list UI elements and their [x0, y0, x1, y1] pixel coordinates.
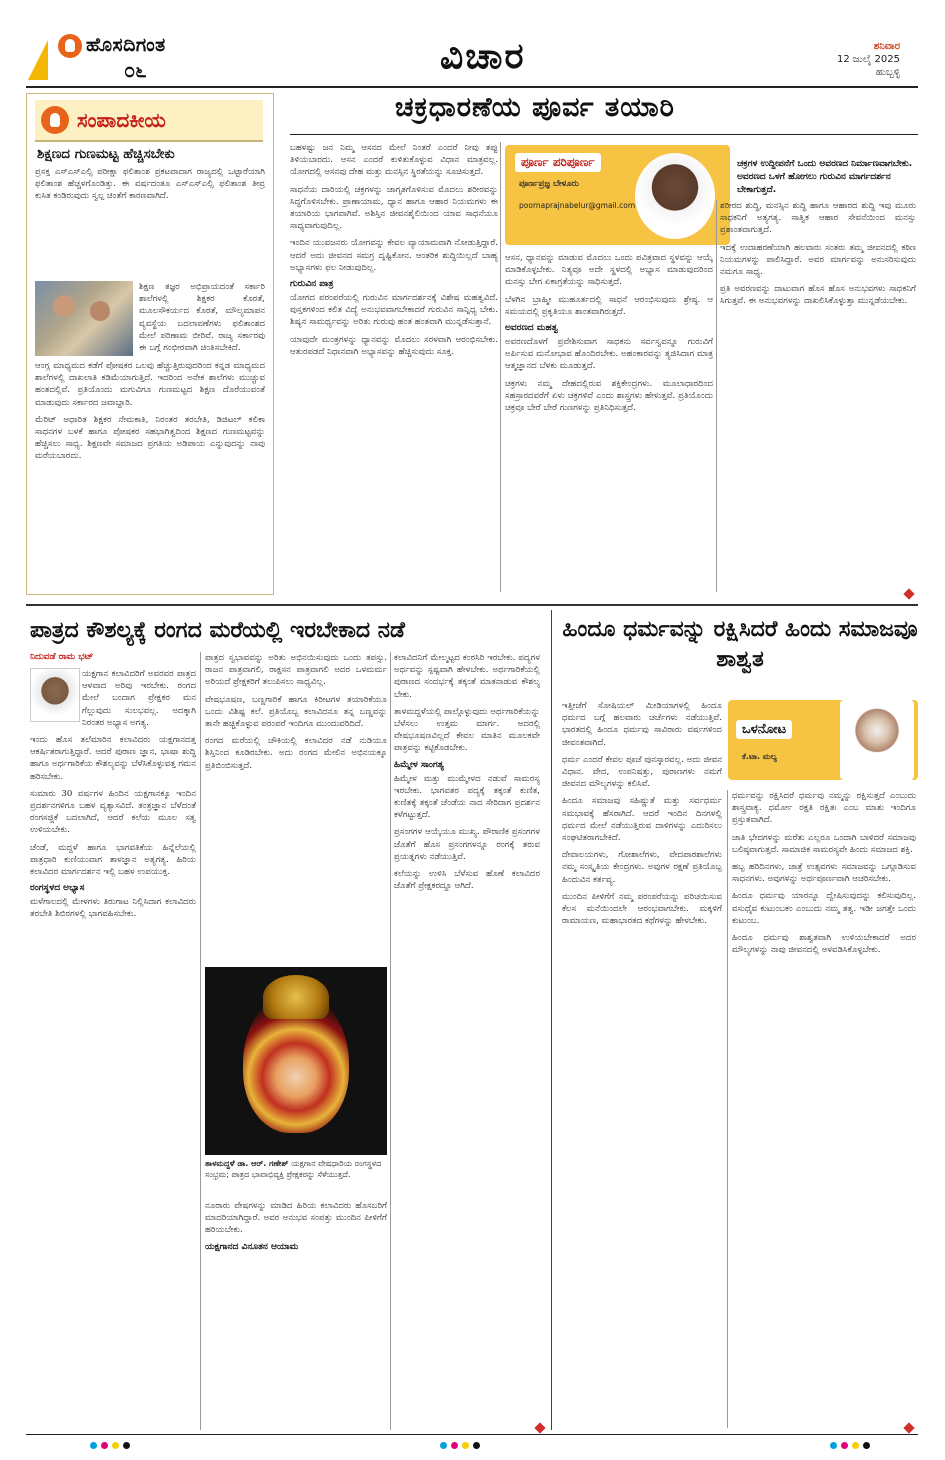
- feature-paragraph: ಆಸನ, ಧ್ಯಾನವನ್ನು ಮಾಡುವ ಮೊದಲು ಒಂದು ಪವಿತ್ರವಾದ ಸ್ಥಳವನ್ನು ಆಯ್ಕೆ ಮಾಡಿಕೊಳ್ಳಬೇಕು. ನಿತ್ಯವೂ ಅದೇ ಸ್ಥಳದಲ್ಲಿ ಅಭ್ಯಾಸ ಮಾಡುವುದರಿಂದ ಮನಸ್ಸು ಬೇಗ ಏಕಾಗ್ರತೆಯನ್ನು ಸಾಧಿಸುತ್ತದೆ.: [505, 253, 713, 288]
- masthead-brand: [28, 32, 218, 84]
- registration-dot: [112, 1442, 119, 1449]
- feature-column-2: [505, 252, 713, 594]
- hindu-paragraph: ಮುಂದಿನ ಪೀಳಿಗೆಗೆ ನಮ್ಮ ಪರಂಪರೆಯನ್ನು ಪರಿಚಯಿಸುವ ಕೆಲಸ ಮನೆಯಿಂದಲೇ ಆರಂಭವಾಗಬೇಕು. ಮಕ್ಕಳಿಗೆ ರಾಮಾಯಣ, ಮಹಾಭಾರತದ ಕಥೆಗಳನ್ನು ಹೇಳಬೇಕು.: [562, 891, 722, 927]
- date-day: ಶನಿವಾರ: [873, 41, 900, 52]
- feature-paragraph: ಸಾಧನೆಯ ದಾರಿಯಲ್ಲಿ ಚಕ್ರಗಳನ್ನು ಜಾಗೃತಗೊಳಿಸುವ ಮೊದಲು ಶರೀರವನ್ನು ಸಿದ್ಧಗೊಳಿಸಬೇಕು. ಪ್ರಾಣಾಯಾಮ, ಧ್ಯಾನ ಹಾಗೂ ಆಹಾರ ನಿಯಮಗಳು ಈ ತಯಾರಿಯ ಭಾಗವಾಗಿವೆ. ಅಶಿಸ್ತಿನ ಜೀವನಶೈಲಿಯಿಂದ ಯಾವ ಸಾಧನೆಯೂ ಸಾಧ್ಯವಾಗುವುದಿಲ್ಲ.: [290, 184, 498, 232]
- yakshagana-subhead: ಹಿಮ್ಮೇಳ ಸಾಂಗತ್ಯ: [394, 759, 444, 770]
- registration-marks-left: [90, 1442, 130, 1449]
- yakshagana-paragraph: ಯಕ್ಷಗಾನ ಕಲಾವಿದರಿಗೆ ಅವರವರ ಪಾತ್ರದ ಆಳವಾದ ಅರಿವು ಇರಬೇಕು. ರಂಗದ ಮೇಲೆ ಬಂದಾಗ ಪ್ರೇಕ್ಷಕರ ಮನ ಗೆಲ್ಲುವುದು ಸುಲಭವಲ್ಲ. ಅದಕ್ಕಾಗಿ ನಿರಂತರ ಅಭ್ಯಾಸ ಅಗತ್ಯ.: [82, 669, 196, 728]
- feature-paragraph: ಇಂದಿನ ಯುವಜನರು ಯೋಗವನ್ನು ಕೇವಲ ವ್ಯಾಯಾಮವಾಗಿ ನೋಡುತ್ತಿದ್ದಾರೆ. ಆದರೆ ಅದು ಜೀವನದ ಸಮಗ್ರ ದೃಷ್ಟಿಕೋನ. ಆಂತರಿಕ ಶುದ್ಧಿಯಿಲ್ಲದೆ ಬಾಹ್ಯ ಅಭ್ಯಾಸಗಳು ಫಲ ನೀಡುವುದಿಲ್ಲ.: [290, 238, 498, 273]
- registration-dot: [852, 1442, 859, 1449]
- registration-dot: [462, 1442, 469, 1449]
- feature-headline-rule: [290, 134, 918, 135]
- column-label: ಪೂರ್ಣ ಪರಿಪೂರ್ಣ: [515, 153, 601, 172]
- editorial-logo-icon: [41, 106, 69, 134]
- author-name: ಕೆ.ಟಾ. ಮಲ್ಯ: [742, 752, 777, 761]
- feature-subhead: ಅವರಣದ ಮಹತ್ವ: [505, 323, 558, 334]
- column-label: ಒಳನೋಟ: [736, 720, 792, 739]
- yakshagana-byline: ನಿದುವಡೆ ರಾಮ ಭಟ್: [30, 652, 94, 662]
- feature-paragraph: ಪ್ರತಿ ಅವರಣವನ್ನು ದಾಟುವಾಗ ಹೊಸ ಹೊಸ ಅನುಭವಗಳು ಸಾಧಕನಿಗೆ ಸಿಗುತ್ತವೆ. ಈ ಅನುಭವಗಳನ್ನು ದಾಖಲಿಸಿಕೊಳ್ಳುತ್ತಾ ಮುನ್ನಡೆಯಬೇಕು.: [720, 284, 916, 307]
- feature-paragraph: ಯೋಗದ ಪರಂಪರೆಯಲ್ಲಿ ಗುರುವಿನ ಮಾರ್ಗದರ್ಶನಕ್ಕೆ ವಿಶೇಷ ಮಹತ್ವವಿದೆ. ಪುಸ್ತಕಗಳಿಂದ ಕಲಿತ ವಿದ್ಯೆ ಅನುಭವವಾಗಬೇಕಾದರೆ ಗುರುವಿನ ಸಾನ್ನಿಧ್ಯ ಬೇಕು. ಶಿಷ್ಯನ ಸಾಮರ್ಥ್ಯವನ್ನು ಅರಿತು ಗುರುವು ಹಂತ ಹಂತವಾಗಿ ಮುನ್ನಡೆಸುತ್ತಾನೆ.: [290, 293, 498, 328]
- hindu-paragraph: ಇತ್ತೀಚೆಗೆ ಸೋಷಿಯಲ್ ಮೀಡಿಯಾಗಳಲ್ಲಿ ಹಿಂದೂ ಧರ್ಮದ ಬಗ್ಗೆ ಹಲವಾರು ಚರ್ಚೆಗಳು ನಡೆಯುತ್ತಿವೆ. ಭಾರತದಲ್ಲಿ ಹಿಂದೂ ಧರ್ಮವು ಸಾವಿರಾರು ವರ್ಷಗಳಿಂದ ಜೀವಂತವಾಗಿದೆ.: [562, 701, 722, 748]
- feature-paragraph: ಶರೀರದ ಶುದ್ಧಿ, ಮನಸ್ಸಿನ ಶುದ್ಧಿ ಹಾಗೂ ಆಹಾರದ ಶುದ್ಧಿ ಇವು ಮೂರು ಸಾಧಕನಿಗೆ ಅತ್ಯಗತ್ಯ. ಸಾತ್ವಿಕ ಆಹಾರ ಸೇವನೆಯಿಂದ ಮನಸ್ಸು ಪ್ರಶಾಂತವಾಗುತ್ತದೆ.: [720, 201, 916, 236]
- column-divider: [500, 142, 501, 592]
- column-divider: [716, 200, 717, 592]
- editorial-paragraph: ಶಿಕ್ಷಣ ತಜ್ಞರ ಅಭಿಪ್ರಾಯದಂತೆ ಸರ್ಕಾರಿ ಶಾಲೆಗಳಲ್ಲಿ ಶಿಕ್ಷಕರ ಕೊರತೆ, ಮೂಲಸೌಕರ್ಯದ ಕೊರತೆ, ಮೌಲ್ಯಮಾಪನ ವ್ಯವಸ್ಥೆಯ ಬದಲಾವಣೆಗಳು ಫಲಿತಾಂಶದ ಮೇಲೆ ಪರಿಣಾಮ ಬೀರಿವೆ. ರಾಜ್ಯ ಸರ್ಕಾರವು ಈ ಬಗ್ಗೆ ಗಂಭೀರವಾಗಿ ಚಿಂತಿಸಬೇಕಿದೆ.: [139, 282, 265, 354]
- yakshagana-crown: [263, 975, 329, 1019]
- edition-city: ಹುಬ್ಬಳ್ಳಿ: [875, 67, 900, 78]
- registration-dot: [123, 1442, 130, 1449]
- feature-paragraph: ಇದಕ್ಕೆ ಉದಾಹರಣೆಯಾಗಿ ಹಲವಾರು ಸಂತರು ತಮ್ಮ ಜೀವನದಲ್ಲಿ ಕಠಿಣ ನಿಯಮಗಳನ್ನು ಪಾಲಿಸಿದ್ದಾರೆ. ಅವರ ಮಾರ್ಗವನ್ನು ಅನುಸರಿಸುವುದು ನಮಗೂ ಸಾಧ್ಯ.: [720, 242, 916, 278]
- hindu-paragraph: ಹಿಂದೂ ಸಮಾಜವು ಸಹಿಷ್ಣುತೆ ಮತ್ತು ಸರ್ವಧರ್ಮ ಸಮಭಾವಕ್ಕೆ ಹೆಸರಾಗಿದೆ. ಆದರೆ ಇಂದಿನ ದಿನಗಳಲ್ಲಿ ಧರ್ಮದ ಮೇಲೆ ನಡೆಯುತ್ತಿರುವ ದಾಳಿಗಳನ್ನು ಎದುರಿಸಲು ಸಂಘಟಿತರಾಗಬೇಕಿದೆ.: [562, 796, 722, 844]
- olanota-author-card: [728, 700, 918, 780]
- yakshagana-subhead: ಯಕ್ಷಗಾನದ ವಿನೂತನ ಆಯಾಮ: [205, 1241, 299, 1252]
- yakshagana-paragraph: ನೂರಾರು ವೇಷಗಳನ್ನು ಮಾಡಿದ ಹಿರಿಯ ಕಲಾವಿದರು ಹೊಸಬರಿಗೆ ಮಾದರಿಯಾಗಿದ್ದಾರೆ. ಅವರ ಅನುಭವ ಸಂಪತ್ತು ಮುಂದಿನ ಪೀಳಿಗೆಗೆ ಹರಿಯಬೇಕು.: [205, 1201, 387, 1236]
- hindu-headline: ಹಿಂದೂ ಧರ್ಮವನ್ನು ರಕ್ಷಿಸಿದರೆ ಹಿಂದು ಸಮಾಜವೂ ಶಾಶ್ವತ: [562, 617, 918, 672]
- feature-paragraph: ಅವರಣದೊಳಗೆ ಪ್ರವೇಶಿಸುವಾಗ ಸಾಧಕನು ಸರ್ವಸ್ವವನ್ನೂ ಗುರುವಿಗೆ ಅರ್ಪಿಸುವ ಮನೋಭಾವ ಹೊಂದಿರಬೇಕು. ಅಹಂಕಾರವನ್ನು ತ್ಯಜಿಸಿದಾಗ ಮಾತ್ರ ಆತ್ಮಜ್ಞಾನದ ಬೆಳಕು ಮೂಡುತ್ತದೆ.: [505, 337, 713, 372]
- yakshagana-headline: ಪಾತ್ರದ ಕೌಶಲ್ಯಕ್ಕೆ ರಂಗದ ಮರೆಯಲ್ಲಿ ಇರಬೇಕಾದ ನಡೆ: [30, 618, 405, 643]
- feature-author-card: [505, 145, 730, 245]
- editorial-paragraph: ಮೆರಿಟ್ ಆಧಾರಿತ ಶಿಕ್ಷಕರ ನೇಮಕಾತಿ, ನಿರಂತರ ತರಬೇತಿ, ಡಿಜಿಟಲ್ ಕಲಿಕಾ ಸಾಧನಗಳ ಬಳಕೆ ಹಾಗೂ ಪೋಷಕರ ಸಹಭಾಗಿತ್ವದಿಂದ ಶಿಕ್ಷಣದ ಗುಣಮಟ್ಟವನ್ನು ಹೆಚ್ಚಿಸಲು ಸಾಧ್ಯ. ಶಿಕ್ಷಣವೇ ಸಮಾಜದ ಪ್ರಗತಿಯ ಅಡಿಪಾಯ ಎನ್ನುವುದನ್ನು ನಾವು ಮರೆಯಬಾರದು.: [35, 414, 265, 462]
- registration-dot: [451, 1442, 458, 1449]
- hindu-paragraph: ಹಿಂದೂ ಧರ್ಮವು ಶಾಶ್ವತವಾಗಿ ಉಳಿಯಬೇಕಾದರೆ ಅದರ ಮೌಲ್ಯಗಳನ್ನು ನಾವು ಜೀವನದಲ್ಲಿ ಅಳವಡಿಸಿಕೊಳ್ಳಬೇಕು.: [732, 933, 916, 956]
- author-photo: [635, 153, 715, 239]
- hindu-paragraph: ದೇವಾಲಯಗಳು, ಗೋಶಾಲೆಗಳು, ವೇದಪಾಠಶಾಲೆಗಳು ನಮ್ಮ ಸಂಸ್ಕೃತಿಯ ಕೇಂದ್ರಗಳು. ಅವುಗಳ ರಕ್ಷಣೆ ಪ್ರತಿಯೊಬ್ಬ ಹಿಂದುವಿನ ಕರ್ತವ್ಯ.: [562, 850, 722, 885]
- feature-paragraph: ಯಾವುದೇ ಮಂತ್ರಗಳನ್ನು ಧ್ಯಾನವನ್ನು ಮೊದಲು ಸರಳವಾಗಿ ಆರಂಭಿಸಬೇಕು. ಆತುರಪಡದೆ ನಿಧಾನವಾಗಿ ಅಭ್ಯಾಸವನ್ನು ಹೆಚ್ಚಿಸುವುದು ಸೂಕ್ತ.: [290, 334, 498, 357]
- registration-dot: [90, 1442, 97, 1449]
- registration-dot: [440, 1442, 447, 1449]
- yakshagana-paragraph: ಇಂದು ಹೊಸ ತಲೆಮಾರಿನ ಕಲಾವಿದರು ಯಕ್ಷಗಾನದತ್ತ ಆಕರ್ಷಿತರಾಗುತ್ತಿದ್ದಾರೆ. ಆದರೆ ಪುರಾಣ ಜ್ಞಾನ, ಭಾಷಾ ಶುದ್ಧಿ ಹಾಗೂ ಅರ್ಥಗಾರಿಕೆಯ ಕೌಶಲ್ಯವನ್ನು ಬೆಳೆಸಿಕೊಳ್ಳುವತ್ತ ಗಮನ ಹರಿಸಬೇಕು.: [30, 735, 196, 782]
- feature-pullquote: ಚಕ್ರಗಳ ಉದ್ದೀಪನೆಗೆ ಒಂದು ಅವರಣದ ನಿರ್ಮಾಣವಾಗಬೇಕು. ಅವರಣದ ಒಳಗೆ ಹೋಗಲು ಗುರುವಿನ ಮಾರ್ಗದರ್ಶನ ಬೇಕಾಗುತ್ತದೆ.: [737, 159, 913, 195]
- students-photo: [35, 281, 133, 356]
- registration-dot: [101, 1442, 108, 1449]
- registration-dot: [830, 1442, 837, 1449]
- registration-dot: [841, 1442, 848, 1449]
- hindu-column-1: [562, 700, 722, 1428]
- middle-rule: [26, 604, 918, 606]
- author-photo: [840, 700, 914, 780]
- hindu-paragraph: ಹಬ್ಬ ಹರಿದಿನಗಳು, ಜಾತ್ರೆ ಉತ್ಸವಗಳು ಸಮಾಜವನ್ನು ಒಗ್ಗೂಡಿಸುವ ಸಾಧನಗಳು. ಅವುಗಳನ್ನು ಅರ್ಥಪೂರ್ಣವಾಗಿ ಆಚರಿಸಬೇಕು.: [732, 862, 916, 885]
- yakshagana-paragraph: ವೇಷಭೂಷಣ, ಬಣ್ಣಗಾರಿಕೆ ಹಾಗೂ ಕಿರೀಟಗಳ ತಯಾರಿಕೆಯೂ ಒಂದು ವಿಶಿಷ್ಟ ಕಲೆ. ಪ್ರತಿಯೊಬ್ಬ ಕಲಾವಿದನೂ ತನ್ನ ಬಣ್ಣವನ್ನು ತಾನೇ ಹಚ್ಚಿಕೊಳ್ಳುವ ಪರಂಪರೆ ಇಂದಿಗೂ ಮುಂದುವರಿದಿದೆ.: [205, 694, 387, 730]
- yakshagana-paragraph: ಕಲೆಯನ್ನು ಉಳಿಸಿ ಬೆಳೆಸುವ ಹೊಣೆ ಕಲಾವಿದರ ಜೊತೆಗೆ ಪ್ರೇಕ್ಷಕರದ್ದೂ ಆಗಿದೆ.: [394, 869, 540, 892]
- yakshagana-paragraph: ಹಿಮ್ಮೇಳ ಮತ್ತು ಮುಮ್ಮೇಳದ ನಡುವೆ ಸಾಮರಸ್ಯ ಇರಬೇಕು. ಭಾಗವತರ ಪದ್ಯಕ್ಕೆ ತಕ್ಕಂತೆ ಕುಣಿತ, ಕುಣಿತಕ್ಕೆ ತಕ್ಕಂತೆ ಚೆಂಡೆಯ ನಾದ ಸೇರಿದಾಗ ಪ್ರದರ್ಶನ ಕಳೆಗಟ್ಟುತ್ತದೆ.: [394, 773, 540, 821]
- page-number: ೦೬: [124, 58, 147, 82]
- issue-date: 12 ಜುಲೈ 2025: [837, 54, 900, 65]
- editorial-text-side: [139, 281, 265, 356]
- yakshagana-column-2: [205, 652, 387, 962]
- feature-paragraph: ಬೆಳಗಿನ ಬ್ರಾಹ್ಮೀ ಮುಹೂರ್ತದಲ್ಲಿ ಸಾಧನೆ ಆರಂಭಿಸುವುದು ಶ್ರೇಷ್ಠ. ಆ ಸಮಯದಲ್ಲಿ ಪ್ರಕೃತಿಯೂ ಶಾಂತವಾಗಿರುತ್ತದೆ.: [505, 294, 713, 317]
- caption-text: ಯಕ್ಷಗಾನ ವೇಷಧಾರಿಯ ರಂಗಸ್ಥಳದ ಸಂಭ್ರಮ; ಪಾತ್ರದ ಭಾವಾಭಿವ್ಯಕ್ತಿ ಪ್ರೇಕ್ಷಕರನ್ನು ಸೆಳೆಯುತ್ತದೆ.: [205, 1159, 382, 1179]
- brand-decoration: [28, 40, 48, 80]
- feature-paragraph: ಚಕ್ರಗಳು ನಮ್ಮ ದೇಹದಲ್ಲಿರುವ ಶಕ್ತಿಕೇಂದ್ರಗಳು. ಮೂಲಾಧಾರದಿಂದ ಸಹಸ್ರಾರದವರೆಗೆ ಏಳು ಚಕ್ರಗಳಿವೆ ಎಂದು ಶಾಸ್ತ್ರಗಳು ಹೇಳುತ್ತವೆ. ಪ್ರತಿಯೊಂದು ಚಕ್ರವೂ ಬೇರೆ ಬೇರೆ ಗುಣಗಳನ್ನು ಪ್ರತಿನಿಧಿಸುತ್ತದೆ.: [505, 378, 713, 414]
- hindu-paragraph: ಧರ್ಮ ಎಂದರೆ ಕೇವಲ ಪೂಜೆ ಪುನಸ್ಕಾರವಲ್ಲ. ಅದು ಜೀವನ ವಿಧಾನ. ವೇದ, ಉಪನಿಷತ್ತು, ಪುರಾಣಗಳು ನಮಗೆ ಜೀವನದ ಮೌಲ್ಯಗಳನ್ನು ಕಲಿಸಿವೆ.: [562, 754, 722, 790]
- yakshagana-paragraph: ರಂಗದ ಮರೆಯಲ್ಲಿ ಚೌಕಿಯಲ್ಲಿ ಕಲಾವಿದರ ನಡೆ ನುಡಿಯೂ ಶಿಸ್ತಿನಿಂದ ಕೂಡಿರಬೇಕು. ಅದು ರಂಗದ ಮೇಲಿನ ಅಭಿನಯಕ್ಕೂ ಪ್ರತಿಬಿಂಬಿಸುತ್ತದೆ.: [205, 736, 387, 771]
- photo-caption: [205, 1158, 387, 1180]
- editorial-headline: ಶಿಕ್ಷಣದ ಗುಣಮಟ್ಟ ಹೆಚ್ಚಿಸಬೇಕು: [37, 146, 175, 162]
- feature-column-1: [290, 142, 498, 594]
- photo-spacer: [30, 668, 82, 724]
- caption-name: ತಾಳಮದ್ದಳೆ ಡಾ. ಆರ್. ಗಣೇಶ್: [205, 1159, 289, 1168]
- yakshagana-paragraph: ಪ್ರಸಂಗಗಳ ಆಯ್ಕೆಯೂ ಮುಖ್ಯ. ಪೌರಾಣಿಕ ಪ್ರಸಂಗಗಳ ಜೊತೆಗೆ ಹೊಸ ಪ್ರಸಂಗಗಳನ್ನೂ ರಂಗಕ್ಕೆ ತರುವ ಪ್ರಯತ್ನಗಳು ನಡೆಯುತ್ತಿವೆ.: [394, 827, 540, 862]
- article-divider: [551, 610, 552, 1430]
- yakshagana-column-3: [394, 652, 540, 1428]
- yakshagana-paragraph: ತಾಳಮದ್ದಳೆಯಲ್ಲಿ ಪಾಲ್ಗೊಳ್ಳುವುದು ಅರ್ಥಗಾರಿಕೆಯನ್ನು ಬೆಳೆಸಲು ಉತ್ತಮ ಮಾರ್ಗ. ಅದರಲ್ಲಿ ವೇಷಭೂಷಣವಿಲ್ಲದೆ ಕೇವಲ ಮಾತಿನ ಮೂಲಕವೇ ಪಾತ್ರವನ್ನು ಕಟ್ಟಿಕೊಡಬೇಕು.: [394, 706, 540, 754]
- column-divider: [390, 652, 391, 1430]
- yakshagana-paragraph: ಚೆಂಡೆ, ಮದ್ದಳೆ ಹಾಗೂ ಭಾಗವತಿಕೆಯ ಹಿನ್ನೆಲೆಯಲ್ಲಿ ಪಾತ್ರಧಾರಿ ಕುಣಿಯುವಾಗ ತಾಳಜ್ಞಾನ ಅತ್ಯಗತ್ಯ. ಹಿರಿಯ ಕಲಾವಿದರ ಮಾರ್ಗದರ್ಶನ ಇಲ್ಲಿ ಬಹಳ ಉಪಯುಕ್ತ.: [30, 842, 196, 878]
- author-name: ಪೂರ್ಣಪ್ರಜ್ಞ ಬೇಳೂರು: [519, 179, 579, 189]
- footer-rule: [26, 1434, 918, 1435]
- editorial-label-banner: [35, 100, 263, 142]
- registration-dot: [473, 1442, 480, 1449]
- hindu-column-2: [732, 790, 916, 1428]
- editorial-text-bottom: [35, 360, 265, 586]
- brand-logo-icon: [58, 34, 82, 58]
- yakshagana-paragraph: ಪಾತ್ರದ ಸ್ವಭಾವವನ್ನು ಅರಿತು ಅಭಿನಯಿಸುವುದು ಒಂದು ತಪಸ್ಸು. ರಾಜನ ಪಾತ್ರವಾಗಲಿ, ರಾಕ್ಷಸನ ಪಾತ್ರವಾಗಲಿ ಅದರ ಒಳಮರ್ಮ ಅರಿಯದೆ ಪ್ರೇಕ್ಷಕರಿಗೆ ತಲುಪಿಸಲು ಸಾಧ್ಯವಿಲ್ಲ.: [205, 653, 387, 688]
- registration-marks-center: [440, 1442, 480, 1449]
- feature-subhead: ಗುರುವಿನ ಪಾತ್ರ: [290, 279, 334, 290]
- editorial-box: [26, 93, 274, 595]
- yakshagana-paragraph: ಸುಮಾರು 30 ವರ್ಷಗಳ ಹಿಂದಿನ ಯಕ್ಷಗಾನಕ್ಕೂ ಇಂದಿನ ಪ್ರದರ್ಶನಗಳಿಗೂ ಬಹಳ ವ್ಯತ್ಯಾಸವಿದೆ. ತಂತ್ರಜ್ಞಾನ ಬೆಳೆದಂತೆ ರಂಗಸಜ್ಜಿಕೆ ಬದಲಾಗಿದೆ, ಆದರೆ ಕಲೆಯ ಮೂಲ ಸತ್ವ ಉಳಿಯಬೇಕು.: [30, 788, 196, 836]
- date-block: [800, 40, 900, 79]
- editorial-text-top: [35, 166, 265, 278]
- brand-name: ಹೊಸದಿಗಂತ: [86, 34, 166, 56]
- hindu-paragraph: ಧರ್ಮವನ್ನು ರಕ್ಷಿಸಿದರೆ ಧರ್ಮವು ನಮ್ಮನ್ನು ರಕ್ಷಿಸುತ್ತದೆ ಎಂಬುದು ಶಾಸ್ತ್ರವಾಕ್ಯ. ಧರ್ಮೋ ರಕ್ಷತಿ ರಕ್ಷಿತಃ ಎಂಬ ಮಾತು ಇಂದಿಗೂ ಪ್ರಸ್ತುತವಾಗಿದೆ.: [732, 791, 916, 826]
- editorial-label: ಸಂಪಾದಕೀಯ: [77, 108, 166, 132]
- author-email: poornaprajnabelur@gmail.com: [519, 201, 636, 210]
- registration-marks-right: [830, 1442, 870, 1449]
- hindu-paragraph: ಹಿಂದೂ ಧರ್ಮವು ಯಾರನ್ನೂ ದ್ವೇಷಿಸುವುದನ್ನು ಕಲಿಸುವುದಿಲ್ಲ. ವಸುಧೈವ ಕುಟುಂಬಕಂ ಎಂಬುದು ನಮ್ಮ ತತ್ವ. ಇಡೀ ಜಗತ್ತೇ ಒಂದು ಕುಟುಂಬ.: [732, 891, 916, 926]
- editorial-paragraph: ಪ್ರಸಕ್ತ ಎಸ್ಎಸ್ಎಲ್ಸಿ ಪರೀಕ್ಷಾ ಫಲಿತಾಂಶ ಪ್ರಕಟವಾದಾಗ ರಾಜ್ಯದಲ್ಲಿ ಒಟ್ಟಾರೆಯಾಗಿ ಫಲಿತಾಂಶ ಹೆಚ್ಚಳಗೊಂಡಿತ್ತು. ಈ ವರ್ಷದಂತೂ ಎಸ್ಎಸ್ಎಲ್ಸಿ ಫಲಿತಾಂಶ ತೀವ್ರ ಕುಸಿತ ಕಂಡಿರುವುದು ಸ್ವಲ್ಪ ಚಿಂತೆಗೆ ಕಾರಣವಾಗಿದೆ.: [35, 167, 265, 202]
- feature-headline: ಚಕ್ರಧಾರಣೆಯ ಪೂರ್ವ ತಯಾರಿ: [395, 92, 675, 123]
- header-rule: [26, 86, 918, 88]
- section-title: ವಿಚಾರ: [440, 36, 526, 77]
- feature-paragraph: ಬಹಳಷ್ಟು ಜನ ನಿಮ್ಮ ಆಸನದ ಮೇಲೆ ನಿಂತರೆ ಎಂದರೆ ನೀವು ತಪ್ಪು ತಿಳಿಯಬಾರದು. ಆಸನ ಎಂದರೆ ಕುಳಿತುಕೊಳ್ಳುವ ವಿಧಾನ ಮಾತ್ರವಲ್ಲ. ಯೋಗದಲ್ಲಿ ಆಸನವು ದೇಹ ಮತ್ತು ಮನಸ್ಸಿನ ಸ್ಥಿರತೆಯನ್ನು ಸೂಚಿಸುತ್ತದೆ.: [290, 143, 498, 178]
- yakshagana-subhead: ರಂಗಸ್ಥಳದ ಅಭ್ಯಾಸ: [30, 883, 85, 894]
- yakshagana-column-2b: [205, 1200, 387, 1428]
- registration-dot: [863, 1442, 870, 1449]
- yakshagana-paragraph: ಕಲಾವಿದನಿಗೆ ಮೇಲ್ಮಟ್ಟದ ಕಂಠಸಿರಿ ಇರಬೇಕು. ಪದ್ಯಗಳ ಅರ್ಥವನ್ನು ಸ್ಪಷ್ಟವಾಗಿ ಹೇಳಬೇಕು. ಅರ್ಥಗಾರಿಕೆಯಲ್ಲಿ ಪುರಾಣದ ಸಂದರ್ಭಕ್ಕೆ ತಕ್ಕಂತೆ ಮಾತನಾಡುವ ಕೌಶಲ್ಯ ಬೇಕು.: [394, 653, 540, 700]
- yakshagana-column-1: [30, 668, 196, 1428]
- feature-column-3: [720, 200, 916, 594]
- yakshagana-artist-photo: [205, 967, 387, 1155]
- hindu-paragraph: ಜಾತಿ ಭೇದಗಳನ್ನು ಮರೆತು ಎಲ್ಲರೂ ಒಂದಾಗಿ ಬಾಳಿದರೆ ಸಮಾಜವು ಬಲಿಷ್ಠವಾಗುತ್ತದೆ. ಸಾಮಾಜಿಕ ಸಾಮರಸ್ಯವೇ ಹಿಂದು ಸಮಾಜದ ಶಕ್ತಿ.: [732, 832, 916, 855]
- editorial-paragraph: ಆಂಗ್ಲ ಮಾಧ್ಯಮದ ಕಡೆಗೆ ಪೋಷಕರ ಒಲವು ಹೆಚ್ಚುತ್ತಿರುವುದರಿಂದ ಕನ್ನಡ ಮಾಧ್ಯಮದ ಶಾಲೆಗಳಲ್ಲಿ ದಾಖಲಾತಿ ಕಡಿಮೆಯಾಗುತ್ತಿದೆ. ಇದರಿಂದ ಅನೇಕ ಶಾಲೆಗಳು ಮುಚ್ಚುವ ಹಂತದಲ್ಲಿವೆ. ಪ್ರತಿಯೊಂದು ಮಗುವಿಗೂ ಗುಣಮಟ್ಟದ ಶಿಕ್ಷಣ ದೊರೆಯುವಂತೆ ಮಾಡುವುದು ಸರ್ಕಾರದ ಜವಾಬ್ದಾರಿ.: [35, 361, 265, 408]
- column-divider: [200, 652, 201, 1430]
- yakshagana-paragraph: ಮಳೆಗಾಲದಲ್ಲಿ ಮೇಳಗಳು ತಿರುಗಾಟ ನಿಲ್ಲಿಸಿದಾಗ ಕಲಾವಿದರು ತರಬೇತಿ ಶಿಬಿರಗಳಲ್ಲಿ ಭಾಗವಹಿಸಬೇಕು.: [30, 897, 196, 920]
- column-divider: [727, 790, 728, 1428]
